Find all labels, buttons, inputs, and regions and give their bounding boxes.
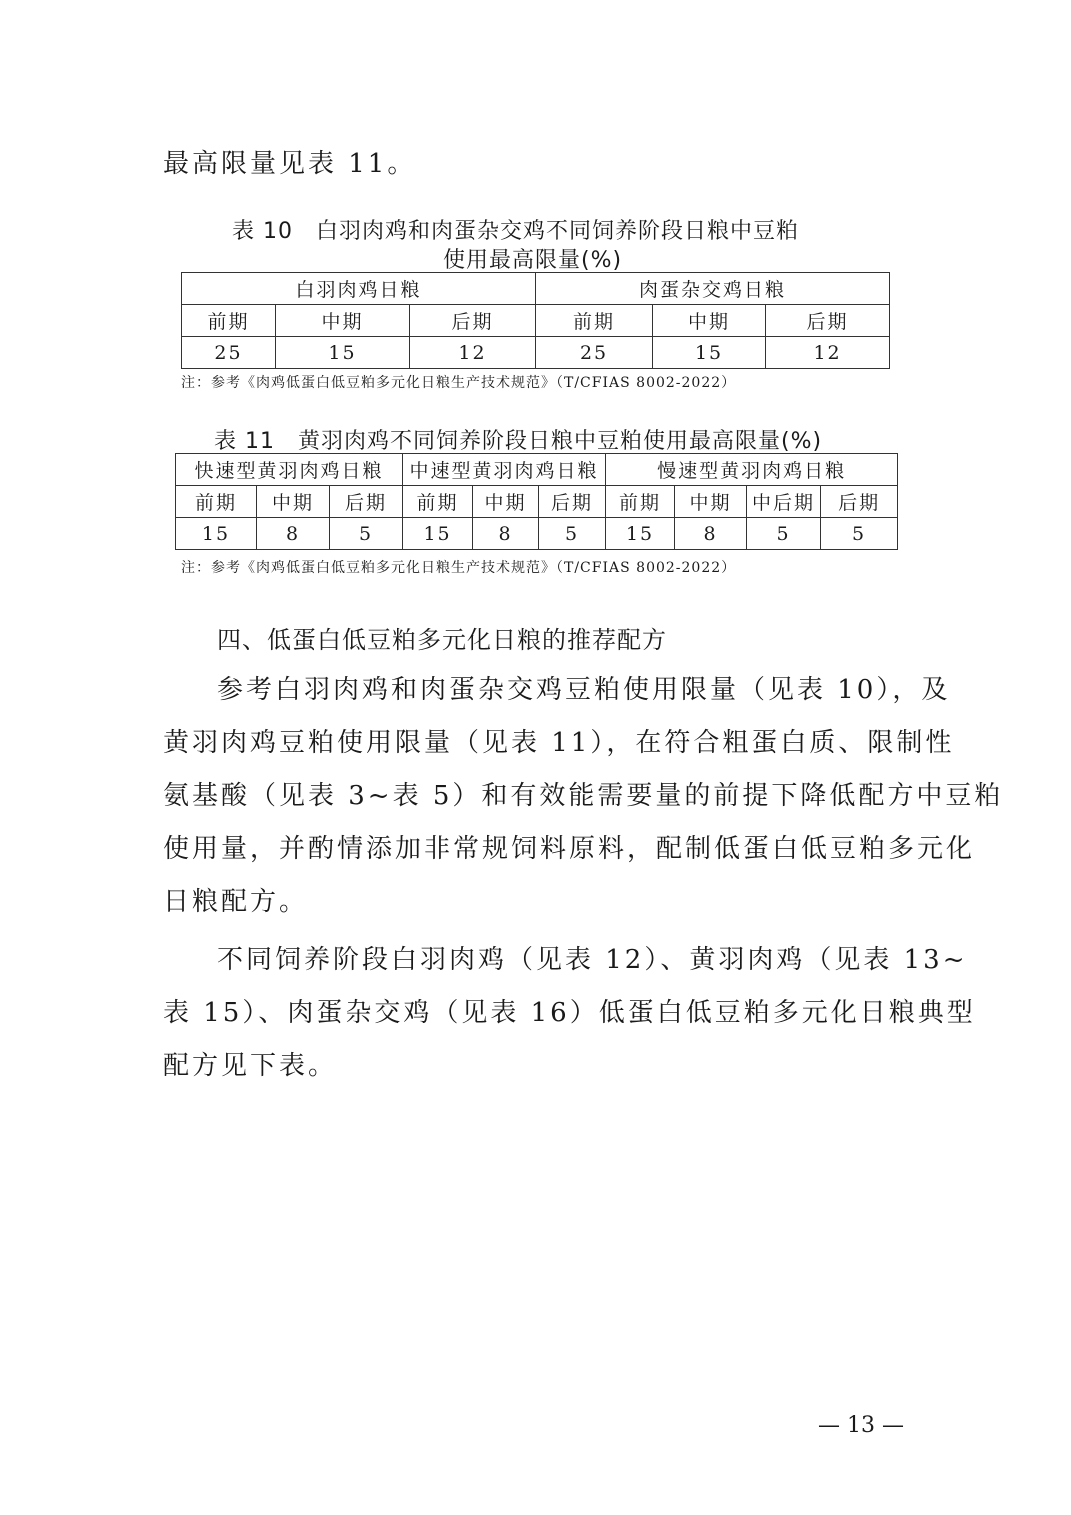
table10-stage: 后期 bbox=[410, 305, 536, 337]
table11 bbox=[175, 453, 898, 550]
table11-stage: 后期 bbox=[821, 486, 898, 518]
para1-line: 日粮配方。 bbox=[163, 887, 309, 917]
table10-value: 12 bbox=[410, 337, 536, 369]
table11-group-header: 中速型黄羽肉鸡日粮 bbox=[403, 454, 606, 486]
table11-value: 5 bbox=[330, 518, 403, 550]
table11-stage: 中后期 bbox=[747, 486, 821, 518]
table10-title-line2: 使用最高限量(%) bbox=[443, 248, 623, 273]
section-heading: 四、低蛋白低豆粕多元化日粮的推荐配方 bbox=[217, 626, 667, 654]
table11-stage: 后期 bbox=[539, 486, 606, 518]
table10-value: 25 bbox=[182, 337, 276, 369]
table11-stage: 中期 bbox=[473, 486, 539, 518]
table10-stage: 后期 bbox=[766, 305, 890, 337]
table10-stage: 前期 bbox=[536, 305, 653, 337]
table11-stage: 中期 bbox=[257, 486, 330, 518]
table10-group-header: 肉蛋杂交鸡日粮 bbox=[536, 273, 890, 305]
para1-line: 使用量，并酌情添加非常规饲料原料，配制低蛋白低豆粕多元化 bbox=[163, 834, 976, 864]
table11-group-header: 慢速型黄羽肉鸡日粮 bbox=[606, 454, 898, 486]
table11-value: 15 bbox=[403, 518, 473, 550]
para2-line: 不同饲养阶段白羽肉鸡（见表 12）、黄羽肉鸡（见表 13~ bbox=[217, 945, 968, 975]
para2-line: 表 15）、肉蛋杂交鸡（见表 16）低蛋白低豆粕多元化日粮典型 bbox=[163, 998, 976, 1028]
table11-value: 8 bbox=[473, 518, 539, 550]
table11-value: 5 bbox=[821, 518, 898, 550]
table11-value: 5 bbox=[539, 518, 606, 550]
table10-stage: 中期 bbox=[653, 305, 766, 337]
table11-stage: 中期 bbox=[675, 486, 747, 518]
para1-line: 氨基酸（见表 3~表 5）和有效能需要量的前提下降低配方中豆粕 bbox=[163, 781, 1004, 811]
table11-stage: 后期 bbox=[330, 486, 403, 518]
table11-value: 5 bbox=[747, 518, 821, 550]
table10-stage: 前期 bbox=[182, 305, 276, 337]
table10 bbox=[181, 272, 890, 369]
table10-note: 注：参考《肉鸡低蛋白低豆粕多元化日粮生产技术规范》（T/CFIAS 8002-2022） bbox=[181, 375, 737, 391]
table11-stage: 前期 bbox=[403, 486, 473, 518]
para1-line: 黄羽肉鸡豆粕使用限量（见表 11），在符合粗蛋白质、限制性 bbox=[163, 728, 955, 758]
table10-value: 15 bbox=[653, 337, 766, 369]
table11-value: 8 bbox=[257, 518, 330, 550]
table10-value: 12 bbox=[766, 337, 890, 369]
table11-value: 15 bbox=[606, 518, 675, 550]
table11-stage: 前期 bbox=[176, 486, 257, 518]
table11-group-header: 快速型黄羽肉鸡日粮 bbox=[176, 454, 403, 486]
para2-line: 配方见下表。 bbox=[163, 1051, 338, 1081]
table10-value: 25 bbox=[536, 337, 653, 369]
table11-value: 8 bbox=[675, 518, 747, 550]
table10-value: 15 bbox=[276, 337, 410, 369]
table10-stage: 中期 bbox=[276, 305, 410, 337]
para1-line: 参考白羽肉鸡和肉蛋杂交鸡豆粕使用限量（见表 10），及 bbox=[217, 675, 951, 705]
table10-group-header: 白羽肉鸡日粮 bbox=[182, 273, 536, 305]
table10-title-line1: 表 10 白羽肉鸡和肉蛋杂交鸡不同饲养阶段日粮中豆粕 bbox=[232, 219, 799, 244]
table11-title: 表 11 黄羽肉鸡不同饲养阶段日粮中豆粕使用最高限量(%) bbox=[214, 429, 823, 454]
page-number: — 13 — bbox=[818, 1413, 904, 1438]
intro-line: 最高限量见表 11。 bbox=[163, 149, 417, 179]
table11-note: 注：参考《肉鸡低蛋白低豆粕多元化日粮生产技术规范》（T/CFIAS 8002-2022） bbox=[181, 560, 737, 576]
table11-value: 15 bbox=[176, 518, 257, 550]
table11-stage: 前期 bbox=[606, 486, 675, 518]
